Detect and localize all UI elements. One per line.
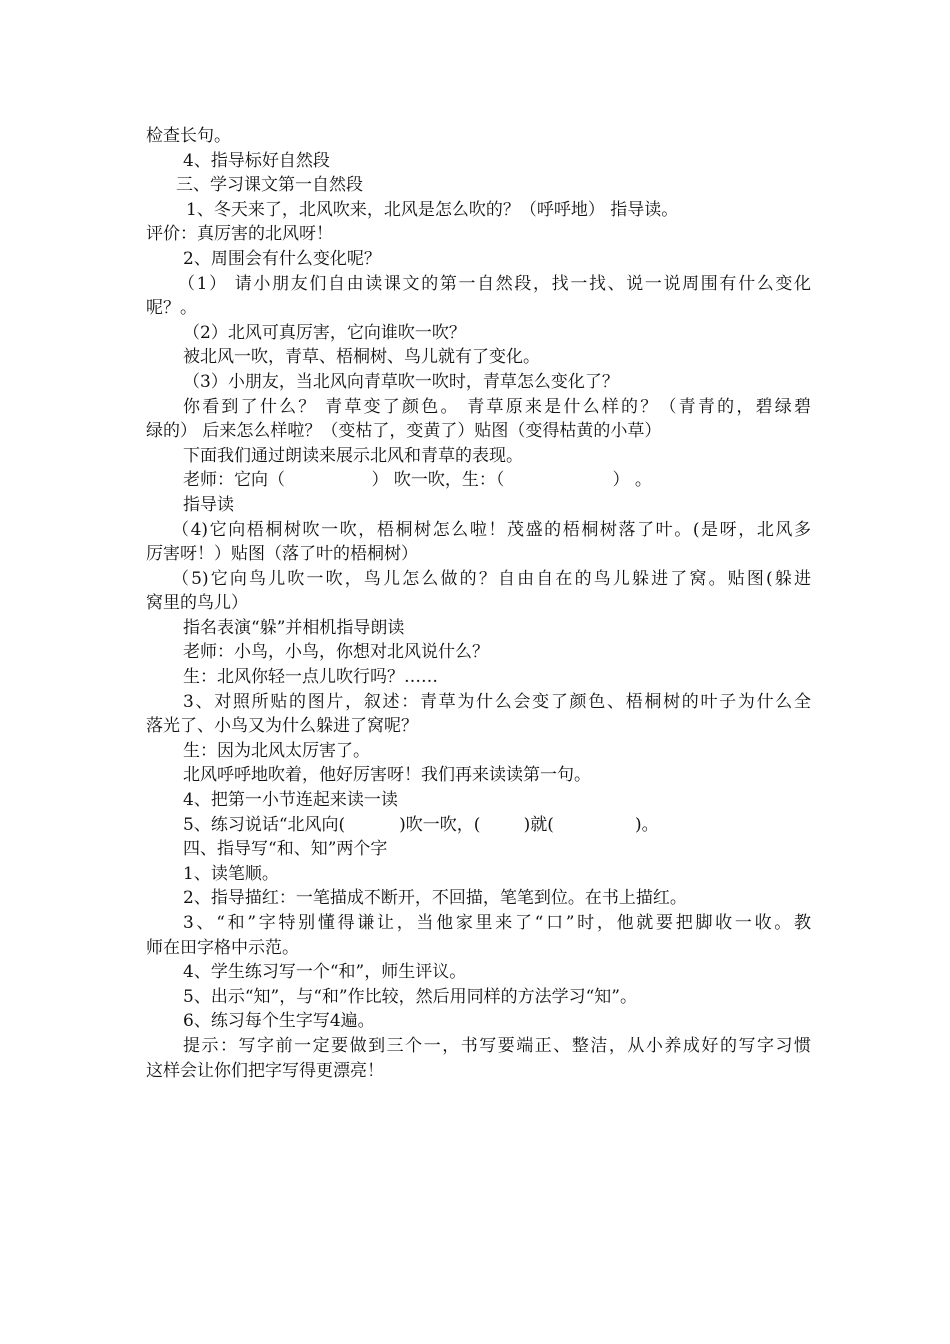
text-line: 4、把第一小节连起来读一读 — [183, 790, 398, 811]
text-line: 评价：真厉害的北风呀！ — [146, 224, 333, 245]
text-line: 1、冬天来了，北风吹来，北风是怎么吹的？（呼呼地） 指导读。 — [186, 199, 679, 220]
text-line: 提示：写字前一定要做到三个一，书写要端正、整洁，从小养成好的写字习惯 — [183, 1035, 811, 1056]
text-line: 2、周围会有什么变化呢？ — [183, 248, 381, 269]
text-line: 老师：它向（ ） 吹一吹，生：（ ） 。 — [183, 470, 652, 491]
text-line: 3、“和”字特别懂得谦让，当他家里来了“口”时，他就要把脚收一收。教 — [183, 913, 811, 933]
text-line: 检查长句。 — [146, 126, 231, 146]
text-line: 老师：小鸟，小鸟，你想对北风说什么？ — [183, 642, 489, 663]
text-line: （1） 请小朋友们自由读课文的第一自然段，找一找、说一说周围有什么变化 — [178, 273, 811, 294]
text-line: 三、学习课文第一自然段 — [176, 175, 363, 196]
text-line: 师在田字格中示范。 — [146, 937, 299, 958]
text-line: （4)它向梧桐树吹一吹，梧桐树怎么啦！茂盛的梧桐树落了叶。(是呀，北风多 — [172, 519, 811, 540]
text-line: 3、对照所贴的图片，叙述：青草为什么会变了颜色、梧桐树的叶子为什么全 — [183, 691, 811, 712]
text-line: 生：北风你轻一点儿吹行吗？…… — [183, 667, 438, 688]
text-line: （5)它向鸟儿吹一吹，鸟儿怎么做的？自由自在的鸟儿躲进了窝。贴图(躲进 — [172, 568, 811, 589]
text-line: 被北风一吹，青草、梧桐树、鸟儿就有了变化。 — [183, 347, 540, 368]
text-line: 6、练习每个生字写4遍。 — [183, 1011, 375, 1032]
text-line: 1、读笔顺。 — [183, 863, 279, 884]
text-line: 4、学生练习写一个“和”，师生评议。 — [183, 962, 467, 983]
text-line: 窝里的鸟儿） — [146, 593, 248, 614]
text-line: 2、指导描红：一笔描成不断开，不回描，笔笔到位。在书上描红。 — [183, 888, 687, 909]
text-line: 你看到了什么？ 青草变了颜色。 青草原来是什么样的？（青青的，碧绿碧 — [183, 396, 811, 417]
text-line: 5、出示“知”，与“和”作比较，然后用同样的方法学习“知”。 — [183, 986, 637, 1007]
text-line: 北风呼呼地吹着，他好厉害呀！我们再来读读第一句。 — [183, 765, 591, 786]
text-line: 指名表演“躲”并相机指导朗读 — [183, 617, 405, 638]
text-line: （3）小朋友，当北风向青草吹一吹时，青草怎么变化了？ — [183, 371, 619, 392]
text-line: 厉害呀！）贴图（落了叶的梧桐树） — [146, 544, 418, 565]
text-line: 4、指导标好自然段 — [183, 150, 330, 171]
text-line: 落光了、小鸟又为什么躲进了窝呢？ — [146, 716, 418, 737]
text-line: （2）北风可真厉害，它向谁吹一吹？ — [183, 322, 466, 343]
text-line: 5、练习说话“北风向( )吹一吹，( )就( )。 — [183, 814, 659, 835]
text-line: 绿的） 后来怎么样啦？（变枯了，变黄了）贴图（变得枯黄的小草） — [146, 421, 662, 442]
text-line: 四、指导写“和、知”两个字 — [183, 839, 388, 860]
text-line: 呢？。 — [146, 298, 197, 319]
text-line: 生：因为北风太厉害了。 — [183, 740, 370, 761]
document-body — [146, 124, 811, 1083]
text-line: 下面我们通过朗读来展示北风和青草的表现。 — [183, 445, 523, 466]
text-line: 指导读 — [183, 494, 234, 515]
text-line: 这样会让你们把字写得更漂亮！ — [146, 1060, 384, 1081]
